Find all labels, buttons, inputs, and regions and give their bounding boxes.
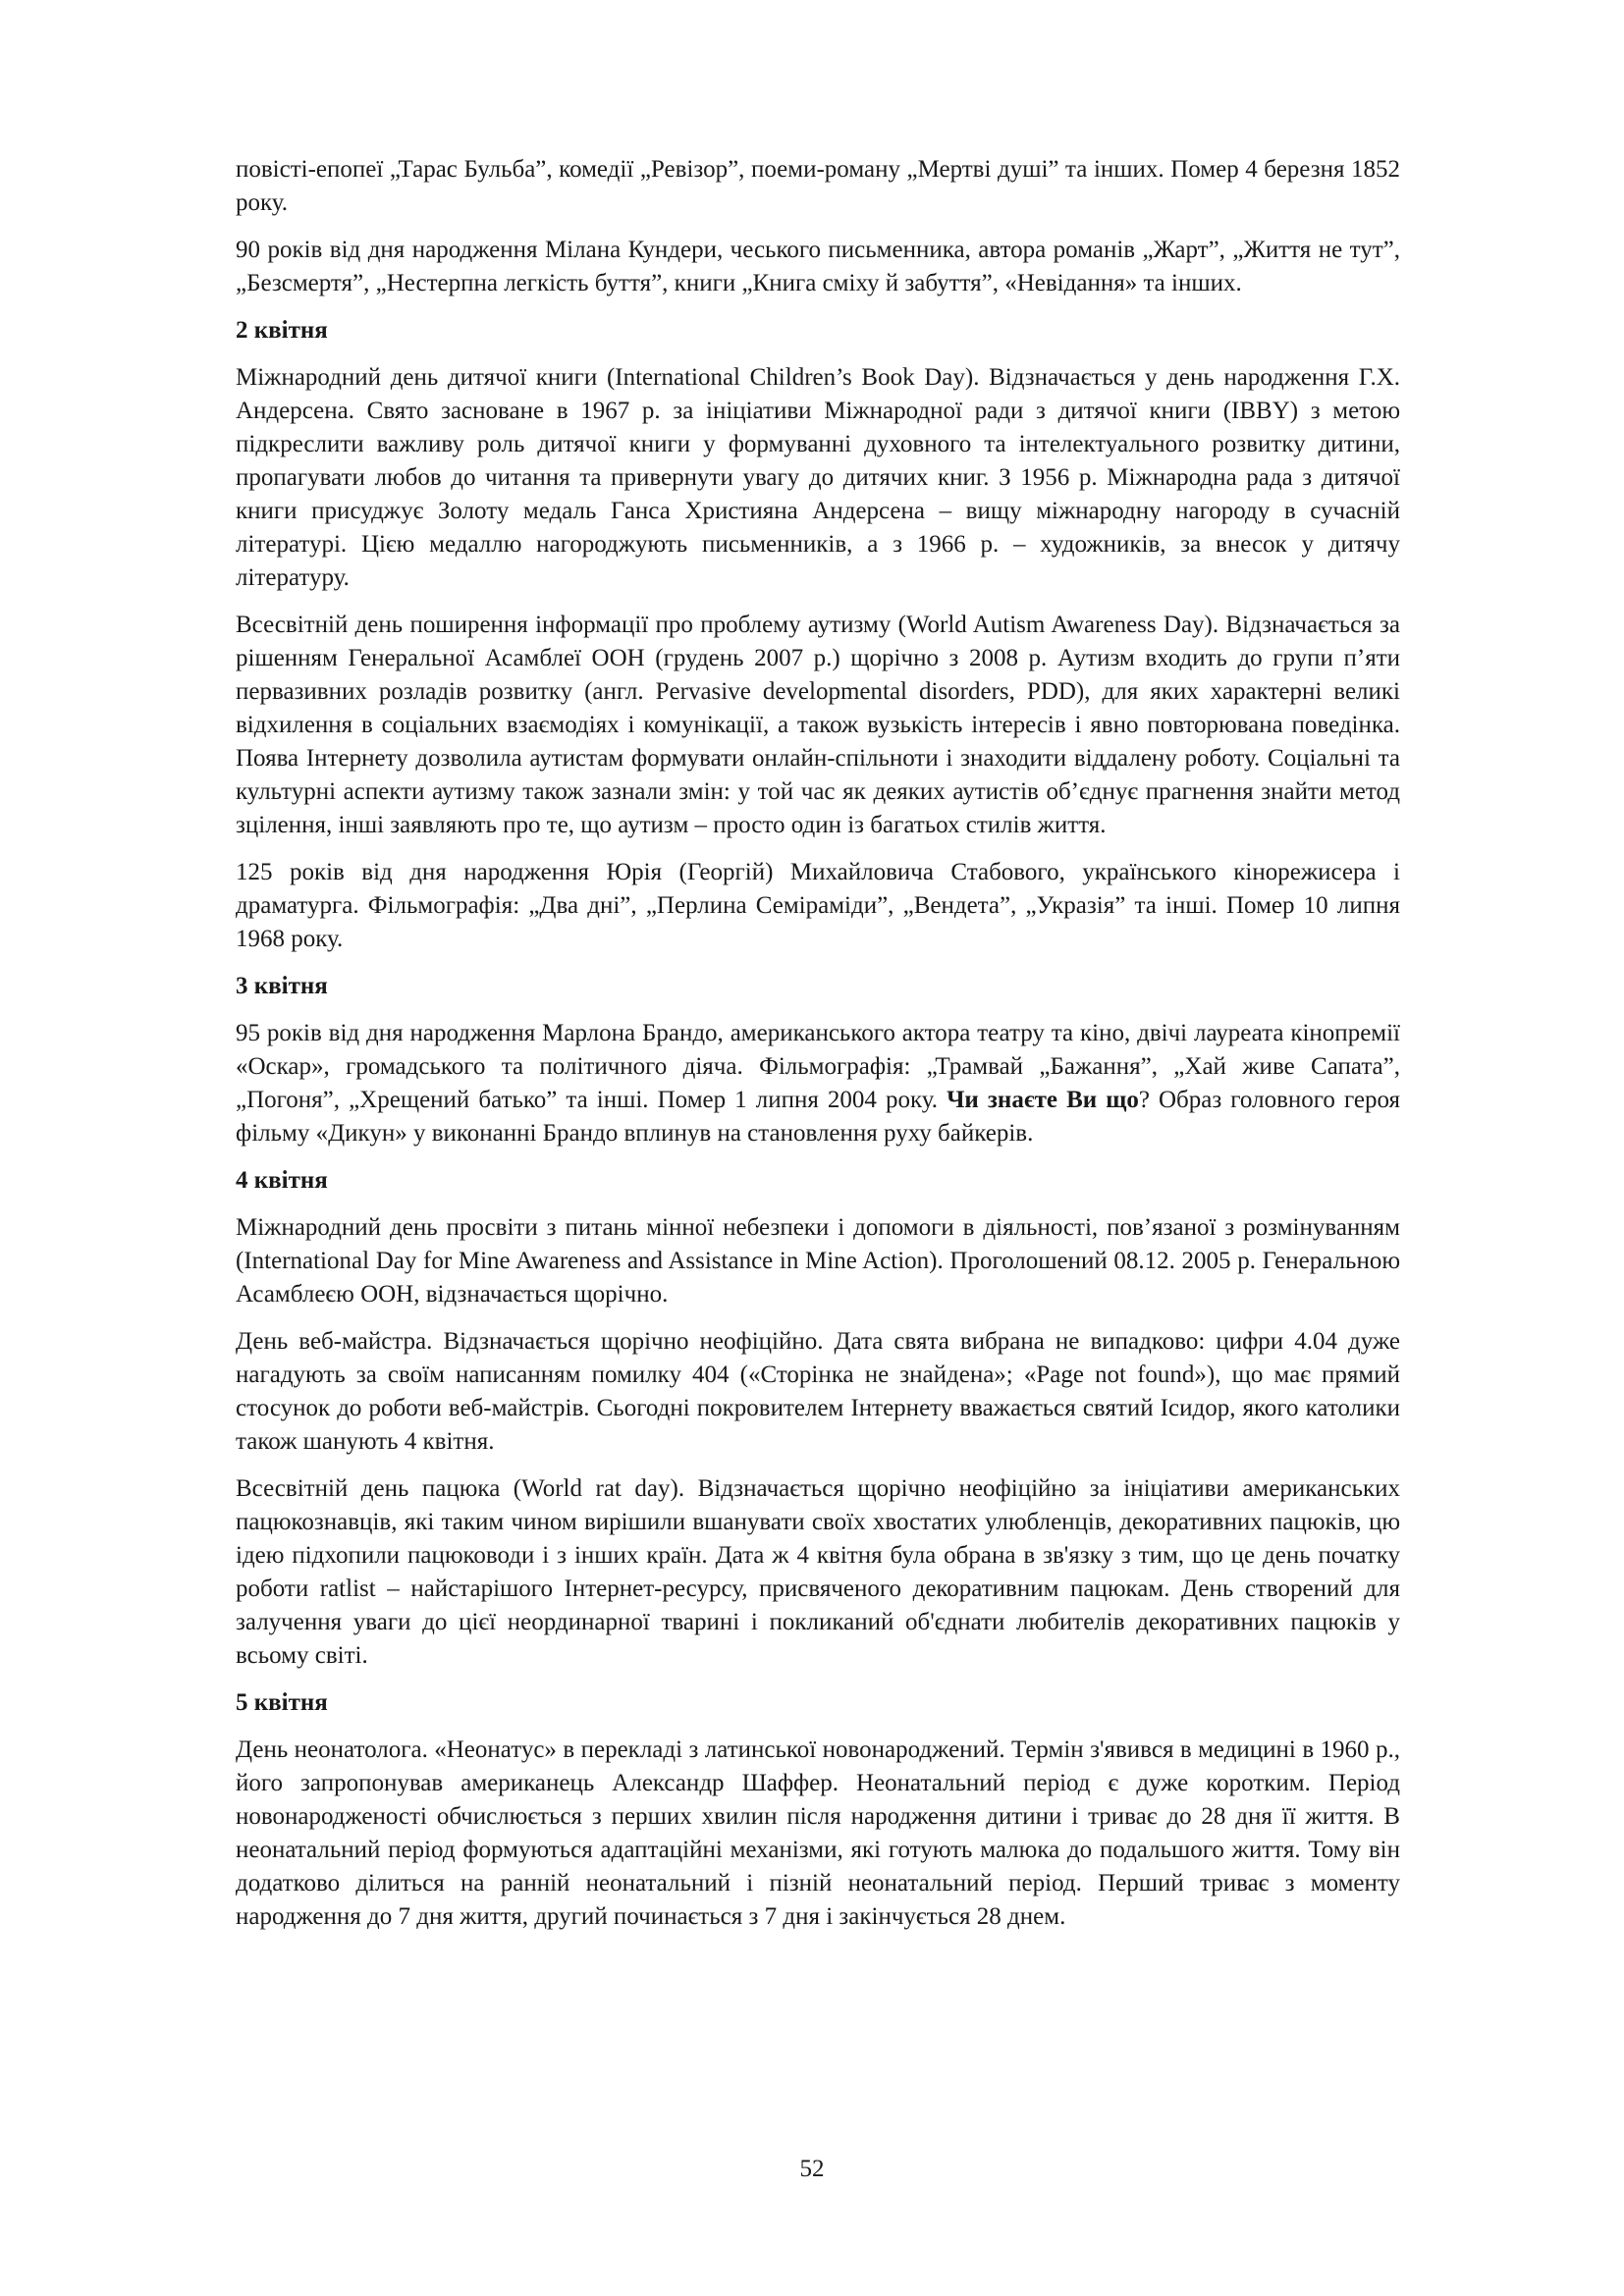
date-heading-april-2: 2 квітня (236, 317, 328, 344)
paragraph-webmaster-day: День веб-майстра. Відзначається щорічно неофіційно. Дата свята вибрана не випадково: цифри 4.04 дуже нагадують за своїм написанням помилку 404 («Сторінка не знайдена»; «Page not found»), що має прямий стосунок до роботи веб-майстрів. Сьогодні покровителем Інтернету вважається святий Ісидор, якого католики також шанують 4 квітня. (236, 1328, 1400, 1455)
paragraph-stabovyi: 125 років від дня народження Юрія (Георгій) Михайловича Стабового, українського кінорежисера і драматурга. Фільмографія: „Два дні”, „Перлина Семіраміди”, „Вендета”, „Укразія” та інші. Помер 10 липня 1968 року. (236, 859, 1400, 952)
date-heading-april-3: 3 квітня (236, 973, 328, 999)
paragraph-gogol-continuation: повісті-епопеї „Тарас Бульба”, комедії „Ревізор”, поеми-роману „Мертві душі” та інших. Помер 4 березня 1852 року. (236, 156, 1400, 216)
date-heading-april-5: 5 квітня (236, 1689, 328, 1716)
date-heading-april-4: 4 квітня (236, 1167, 328, 1194)
paragraph-kundera: 90 років від дня народження Мілана Кундери, чеського письменника, автора романів „Жарт”, „Життя не тут”, „Безсмертя”, „Нестерпна легкість буття”, книги „Книга сміху й забуття”, «Невідання» та інших. (236, 237, 1400, 296)
paragraph-text-continued: ? Образ головного героя фільму «Дикун» у виконанні Брандо вплинув на становлення руху байкерів. (236, 1087, 1400, 1147)
bold-phrase: Чи знаєте Ви що (947, 1087, 1139, 1113)
paragraph-rat-day: Всесвітній день пацюка (World rat day). Відзначається щорічно неофіційно за ініціативи американських пацюкознавців, які таким чином вирішили вшанувати своїх хвостатих улюбленців, декоративних пацюків, цю ідею підхопили пацюководи і з інших країн. Дата ж 4 квітня була обрана в зв'язку з тим, що це день початку роботи ratlist – найстарішого Інтернет-ресурсу, присвяченого декоративним пацюкам. День створений для залучення уваги до цієї неординарної тварині і покликаний об'єднати любителів декоративних пацюків у всьому світі. (236, 1475, 1400, 1669)
paragraph-autism-awareness-day: Всесвітній день поширення інформації про проблему аутизму (World Autism Awareness Day). Відзначається за рішенням Генеральної Асамблеї ООН (грудень 2007 р.) щорічно з 2008 р. Аутизм входить до групи п’яти первазивних розладів розвитку (англ. Pervasive developmental disorders, PDD), для яких характерні великі відхилення в соціальних взаємодіях і комунікації, а також вузькість інтересів і явно повторювана поведінка. Поява Інтернету дозволила аутистам формувати онлайн-спільноти і знаходити віддалену роботу. Соціальні та культурні аспекти аутизму також зазнали змін: у той час як деяких аутистів об’єднує прагнення знайти метод зцілення, інші заявляють про те, що аутизм – просто один із багатьох стилів життя. (236, 612, 1400, 838)
paragraph-text: 95 років від дня народження Марлона Брандо, американського актора театру та кіно, двічі лауреата кінопремії «Оскар», громадського та політичного діяча. Фільмографія: „Трамвай „Бажання”, „Хай живе Сапата”, „Погоня”, „Хрещений батько” та інші. Помер 1 липня 2004 року. (236, 1020, 1400, 1113)
paragraph-mine-awareness-day: Міжнародний день просвіти з питань мінної небезпеки і допомоги в діяльності, пов’язаної з розмінуванням (International Day for Mine Awareness and Assistance in Mine Action). Проголошений 08.12. 2005 р. Генеральною Асамблеєю ООН, відзначається щорічно. (236, 1214, 1400, 1308)
page-content (236, 153, 1400, 1948)
paragraph-brando (236, 1017, 1400, 1150)
paragraph-neonatologist-day: День неонатолога. «Неонатус» в перекладі з латинської новонароджений. Термін з'явився в медицині в 1960 р., його запропонував американець Александр Шаффер. Неонатальний період є дуже коротким. Період новонародженості обчислюється з перших хвилин після народження дитини і триває до 28 дня її життя. В неонатальний період формуються адаптаційні механізми, які готують малюка до подальшого життя. Тому він додатково ділиться на ранній неонатальний і пізній неонатальний період. Перший триває з моменту народження до 7 дня життя, другий починається з 7 дня і закінчується 28 днем. (236, 1736, 1400, 1930)
page-number: 52 (799, 2156, 825, 2182)
paragraph-childrens-book-day: Міжнародний день дитячої книги (International Children’s Book Day). Відзначається у день народження Г.Х. Андерсена. Свято засноване в 1967 р. за ініціативи Міжнародної ради з дитячої книги (IBBY) з метою підкреслити важливу роль дитячої книги у формуванні духовного та інтелектуального розвитку дитини, пропагувати любов до читання та привернути увагу до дитячих книг. З 1956 р. Міжнародна рада з дитячої книги присуджує Золоту медаль Ганса Християна Андерсена – вищу міжнародну нагороду в сучасній літературі. Цією медаллю нагороджують письменників, а з 1966 р. – художників, за внесок у дитячу літературу. (236, 364, 1400, 591)
